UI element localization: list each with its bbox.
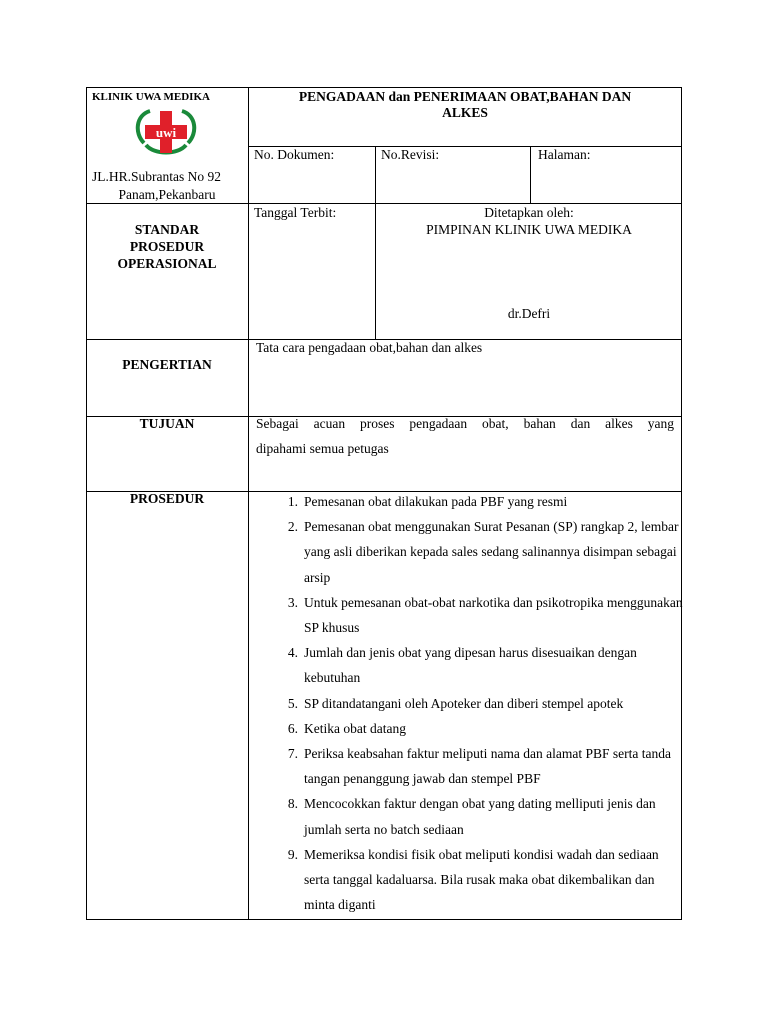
table-border-top [86, 87, 682, 88]
purpose-text-line-1: Sebagai acuan proses pengadaan obat, bahan dan alkes yang [256, 416, 674, 431]
column-divider [248, 87, 249, 920]
list-item: 9. Memeriksa kondisi fisik obat meliputi kondisi wadah dan sediaan serta tanggal kadaluarsa. Bila rusak maka obat dikembalikan dan minta diganti [287, 846, 659, 913]
clinic-name: KLINIK UWA MEDIKA [92, 91, 210, 103]
page-number-label: Halaman: [538, 147, 591, 162]
procedure-list [272, 489, 682, 917]
list-item: 3. Untuk pemesanan obat-obat narkotika dan psikotropika menggunakan SP khusus [287, 594, 683, 636]
clinic-logo [132, 105, 200, 161]
issue-date-label: Tanggal Terbit: [254, 205, 337, 220]
red-cross-logo-icon [132, 105, 200, 161]
address-line-2: Panam,Pekanbaru [118, 187, 216, 202]
set-by-label: Ditetapkan oleh: [484, 205, 574, 220]
list-item: 6. Ketika obat datang [287, 720, 406, 736]
list-item: 4. Jumlah dan jenis obat yang dipesan harus disesuaikan dengan kebutuhan [287, 645, 637, 686]
list-item: 1. Pemesanan obat dilakukan pada PBF yang resmi [287, 494, 568, 509]
list-item: 2. Pemesanan obat menggunakan Surat Pesanan (SP) rangkap 2, lembar yang asli diberikan kepada sales sedang salinannya disimpan sebagai arsip [287, 519, 679, 585]
revision-number-label: No.Revisi: [381, 147, 440, 162]
document-title-line-1: PENGADAAN dan PENERIMAAN OBAT,BAHAN DAN [298, 89, 632, 104]
table-border-bottom [86, 919, 682, 920]
svg-text:uwi: uwi [155, 125, 177, 140]
page-divider [530, 146, 531, 204]
document-title-line-2: ALKES [442, 105, 488, 120]
purpose-label: TUJUAN [139, 416, 195, 431]
purpose-text-line-2: dipahami semua petugas [256, 441, 389, 456]
sop-label-line-1: STANDAR [134, 222, 200, 237]
row-divider-docinfo [86, 203, 682, 204]
definition-label: PENGERTIAN [122, 357, 212, 372]
list-item: 7. Periksa keabsahan faktur meliputi nama dan alamat PBF serta tanda tangan penanggung jawab dan stempel PBF [287, 746, 672, 787]
sop-document [86, 87, 682, 920]
address-line-1: JL.HR.Subrantas No 92 [92, 169, 221, 184]
sop-label-line-3: OPERASIONAL [117, 256, 217, 271]
list-item: 8. Mencocokkan faktur dengan obat yang dating melliputi jenis dan jumlah serta no batch sediaan [287, 796, 656, 837]
definition-text: Tata cara pengadaan obat,bahan dan alkes [256, 340, 483, 355]
document-number-label: No. Dokumen: [254, 147, 335, 162]
set-by-name: PIMPINAN KLINIK UWA MEDIKA [426, 222, 632, 237]
signer-name: dr.Defri [507, 306, 551, 321]
list-item: 5. SP ditandatangani oleh Apoteker dan diberi stempel apotek [287, 695, 624, 711]
sop-label-line-2: PROSEDUR [129, 239, 205, 254]
procedure-label: PROSEDUR [129, 491, 205, 506]
